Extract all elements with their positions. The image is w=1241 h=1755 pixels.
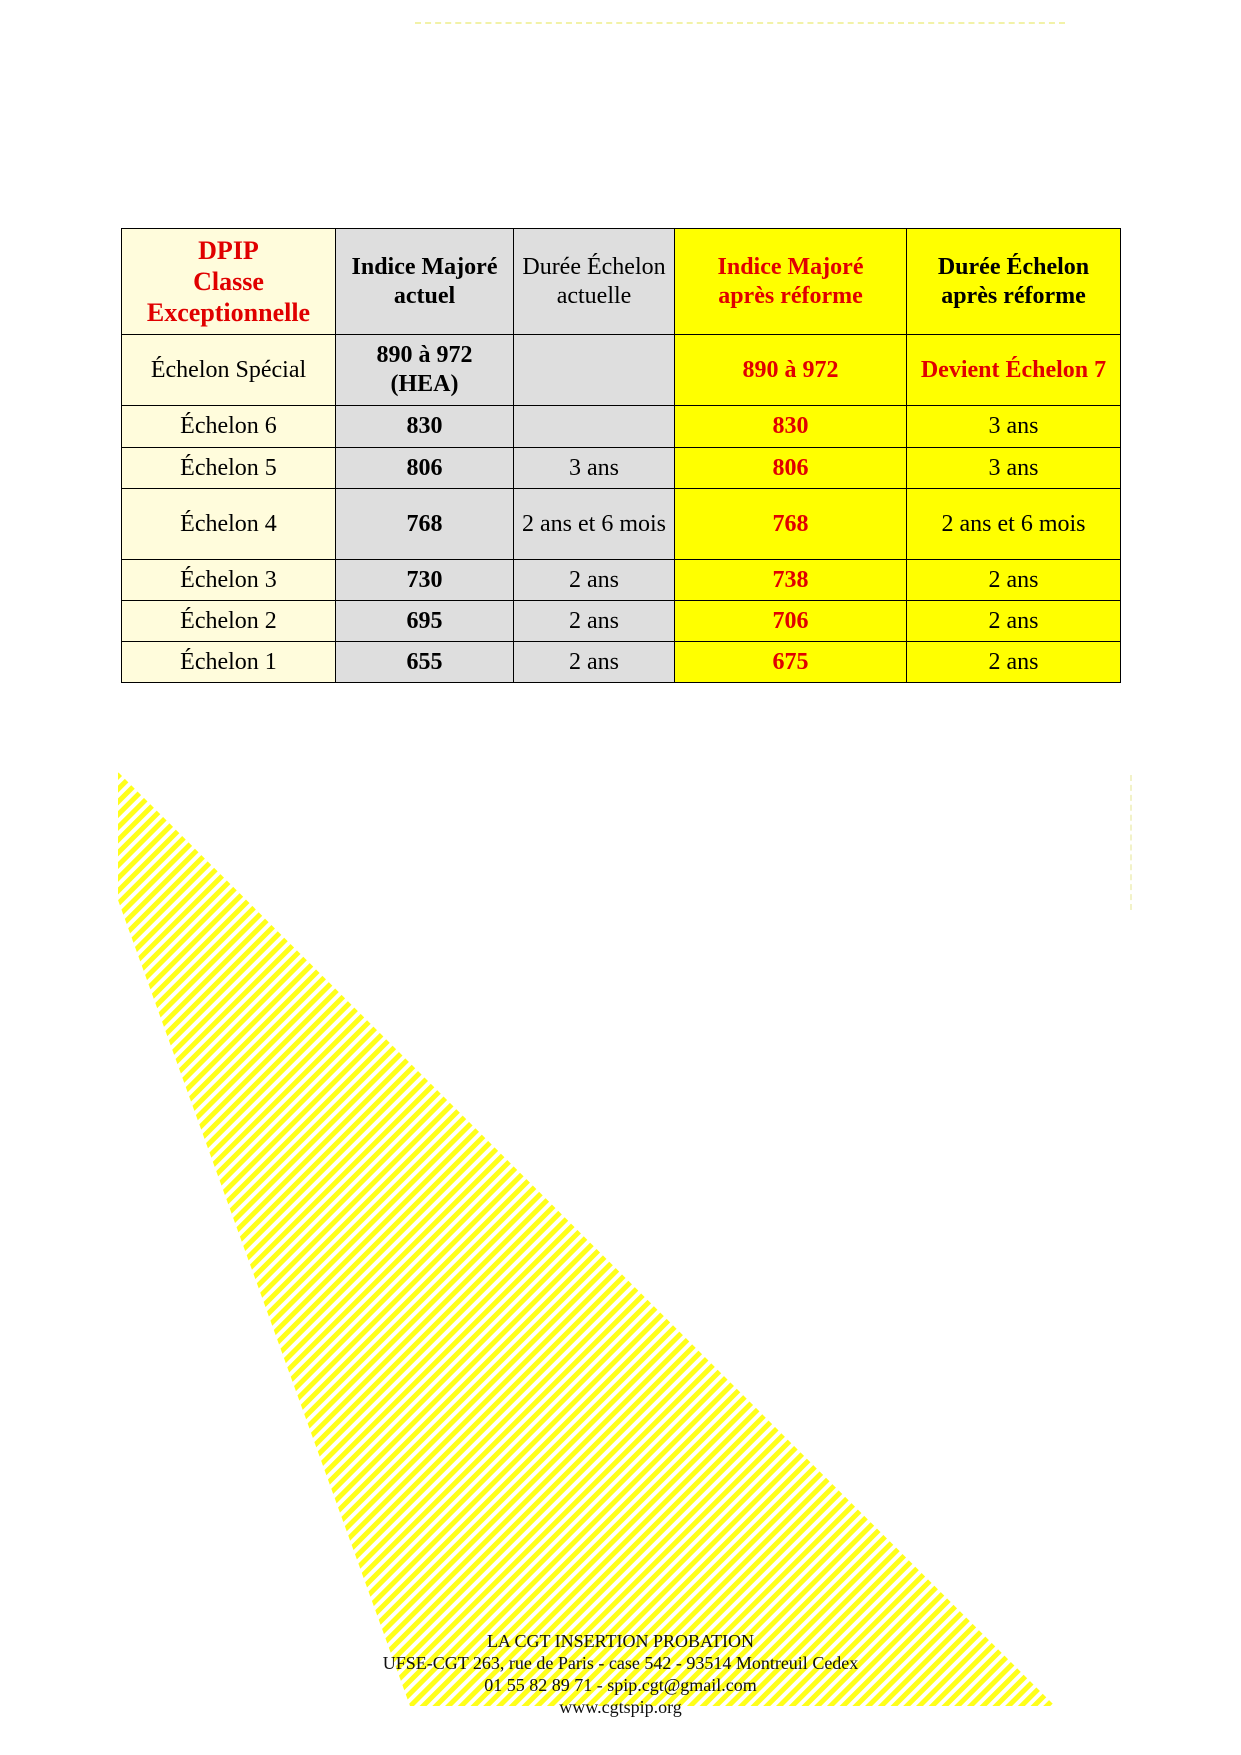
cell-duree-apres: 3 ans — [907, 448, 1121, 489]
cell-duree-actuelle — [514, 335, 675, 406]
table-row — [122, 489, 1121, 560]
footer-website[interactable]: www.cgtspip.org — [559, 1697, 682, 1717]
cell-indice-actuel: 890 à 972 (HEA) — [336, 335, 514, 406]
cell-echelon: Échelon 4 — [122, 489, 336, 560]
cell-indice-actuel: 768 — [336, 489, 514, 560]
cell-echelon: Échelon 2 — [122, 601, 336, 642]
footer-org-name: LA CGT INSERTION PROBATION — [486, 1631, 755, 1651]
cell-indice-apres: 830 — [675, 406, 907, 448]
cell-echelon: Échelon Spécial — [122, 335, 336, 406]
cell-duree-apres: 2 ans — [907, 560, 1121, 601]
header-indice-apres — [675, 229, 907, 335]
footer-contact[interactable]: 01 55 82 89 71 - spip.cgt@gmail.com — [484, 1675, 757, 1695]
cell-indice-apres: 890 à 972 — [675, 335, 907, 406]
table-row — [122, 335, 1121, 406]
cell-indice-actuel: 830 — [336, 406, 514, 448]
header-indice-actuel-line1: Indice Majoré — [351, 253, 498, 280]
header-duree-apres-line1: Durée Échelon — [937, 253, 1090, 280]
cell-duree-apres: 3 ans — [907, 406, 1121, 448]
cell-duree-apres: 2 ans — [907, 601, 1121, 642]
cell-echelon: Échelon 5 — [122, 448, 336, 489]
cell-echelon: Échelon 6 — [122, 406, 336, 448]
cell-duree-apres: 2 ans — [907, 642, 1121, 683]
cell-duree-actuelle: 2 ans — [514, 642, 675, 683]
cell-duree-actuelle: 2 ans — [514, 560, 675, 601]
cell-indice-actuel: 730 — [336, 560, 514, 601]
table-row — [122, 601, 1121, 642]
header-indice-actuel — [336, 229, 514, 335]
cell-duree-actuelle — [514, 406, 675, 448]
header-duree-actuelle-line2: actuelle — [556, 282, 632, 309]
cell-duree-apres: 2 ans et 6 mois — [907, 489, 1121, 560]
header-dpip-line2: Classe — [193, 267, 264, 296]
header-duree-apres — [907, 229, 1121, 335]
cell-indice-apres: 806 — [675, 448, 907, 489]
cell-duree-actuelle: 2 ans — [514, 601, 675, 642]
header-indice-actuel-line2: actuel — [393, 282, 456, 309]
header-indice-apres-line2: après réforme — [718, 282, 863, 309]
cell-indice-apres: 675 — [675, 642, 907, 683]
header-dpip-classe — [122, 229, 336, 335]
footer-address: UFSE-CGT 263, rue de Paris - case 542 - 93514 Montreuil Cedex — [382, 1653, 859, 1673]
echelon-table — [121, 228, 1121, 683]
header-duree-actuelle-line1: Durée Échelon — [522, 253, 666, 280]
table-row — [122, 448, 1121, 489]
table-row — [122, 406, 1121, 448]
cell-indice-actuel: 806 — [336, 448, 514, 489]
cell-indice-apres: 738 — [675, 560, 907, 601]
header-indice-apres-line1: Indice Majoré — [717, 253, 864, 280]
cell-indice-apres: 706 — [675, 601, 907, 642]
cell-indice-apres: 768 — [675, 489, 907, 560]
cell-echelon: Échelon 1 — [122, 642, 336, 683]
cell-duree-actuelle: 2 ans et 6 mois — [514, 489, 675, 560]
cell-indice-actuel: 655 — [336, 642, 514, 683]
header-duree-actuelle — [514, 229, 675, 335]
header-dpip-line1: DPIP — [198, 236, 259, 265]
table-row — [122, 642, 1121, 683]
footer — [0, 1630, 1241, 1718]
cell-indice-actuel: 695 — [336, 601, 514, 642]
cell-echelon: Échelon 3 — [122, 560, 336, 601]
table-row — [122, 560, 1121, 601]
cell-duree-actuelle: 3 ans — [514, 448, 675, 489]
cell-duree-apres: Devient Échelon 7 — [907, 335, 1121, 406]
table-header-row — [122, 229, 1121, 335]
header-dpip-line3: Exceptionnelle — [146, 298, 311, 327]
header-duree-apres-line2: après réforme — [941, 282, 1086, 309]
